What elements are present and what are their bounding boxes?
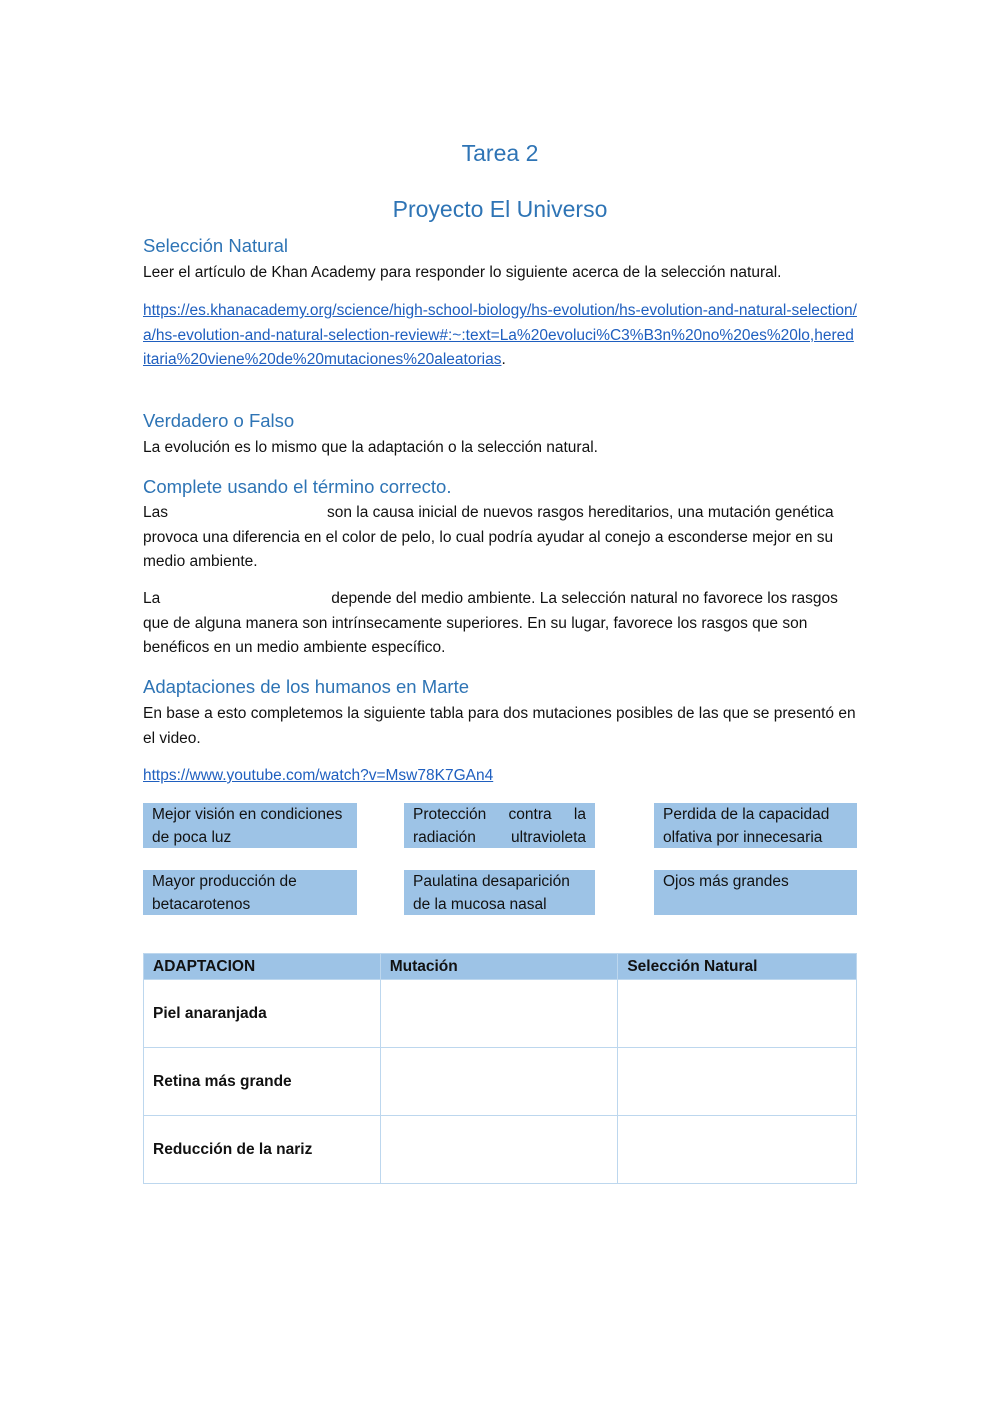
adaptaciones-intro: En base a esto completemos la siguiente tabla para dos mutaciones posibles de las que se presentó en el video. [143, 705, 856, 747]
drop-cell-mutacion[interactable] [380, 980, 618, 1048]
true-false-statement: La evolución es lo mismo que la adaptación o la selección natural. [143, 439, 598, 456]
card-perdida-olfativa[interactable]: Perdida de la capacidad olfativa por innecesaria [654, 803, 857, 848]
table-row [144, 980, 857, 1048]
youtube-link-paragraph [143, 764, 857, 789]
fill-2-rest: depende del medio ambiente. La selección natural no favorece los rasgos que de alguna manera son intrínsecamente superiores. En su lugar, favorece los rasgos que son benéficos en un medio ambiente específico. [143, 590, 838, 656]
heading-verdadero-falso: Verdadero o Falso [143, 410, 295, 431]
card-betacarotenos[interactable]: Mayor producción de betacarotenos [143, 870, 357, 915]
intro-text: Leer el artículo de Khan Academy para responder lo siguiente acerca de la selección natural. [143, 264, 782, 281]
table-row [144, 1116, 857, 1184]
header-seleccion-natural: Selección Natural [618, 954, 857, 980]
card-mejor-vision[interactable]: Mejor visión en condiciones de poca luz [143, 803, 357, 848]
heading-seleccion-natural: Selección Natural [143, 235, 288, 256]
drop-cell-seleccion[interactable] [618, 1116, 857, 1184]
page-title: Tarea 2 [461, 140, 539, 166]
row-label: Retina más grande [144, 1048, 381, 1116]
table-row [144, 1048, 857, 1116]
adaptation-table [143, 953, 857, 1184]
fill-2-start: La [143, 590, 161, 607]
fill-1-start: Las [143, 504, 168, 521]
khan-link-paragraph [143, 299, 857, 373]
link-period: . [501, 351, 506, 368]
drop-cell-mutacion[interactable] [380, 1048, 618, 1116]
youtube-link[interactable]: https://www.youtube.com/watch?v=Msw78K7GAn4 [143, 767, 494, 784]
drop-cell-seleccion[interactable] [618, 1048, 857, 1116]
card-proteccion-uv[interactable]: Protección contra la radiación ultravioleta [404, 803, 595, 848]
card-mucosa-nasal[interactable]: Paulatina desaparición de la mucosa nasal [404, 870, 595, 915]
row-label: Reducción de la nariz [144, 1116, 381, 1184]
header-adaptacion: ADAPTACION [144, 954, 381, 980]
card-ojos-grandes[interactable]: Ojos más grandes [654, 870, 857, 915]
row-label: Piel anaranjada [144, 980, 381, 1048]
fill-paragraph-1 [143, 501, 857, 575]
drop-cell-seleccion[interactable] [618, 980, 857, 1048]
drop-cell-mutacion[interactable] [380, 1116, 618, 1184]
heading-complete: Complete usando el término correcto. [143, 476, 452, 497]
table-header-row [144, 954, 857, 980]
fill-paragraph-2 [143, 587, 857, 661]
header-mutacion: Mutación [380, 954, 618, 980]
heading-adaptaciones-marte: Adaptaciones de los humanos en Marte [143, 676, 470, 697]
fill-1-rest: son la causa inicial de nuevos rasgos hereditarios, una mutación genética provoca una diferencia en el color de pelo, lo cual podría ayudar al conejo a esconderse mejor en su medio ambiente. [143, 504, 834, 570]
page-subtitle: Proyecto El Universo [392, 196, 608, 222]
khan-academy-link[interactable]: https://es.khanacademy.org/science/high-school-biology/hs-evolution/hs-evolution-and-natural-selection/a/hs-evolution-and-natural-selection-review#:~:text=La%20evoluci%C3%B3n%20no%20es%20lo,hereditaria%20viene%20de%20mutaciones%20aleatorias [143, 302, 857, 368]
